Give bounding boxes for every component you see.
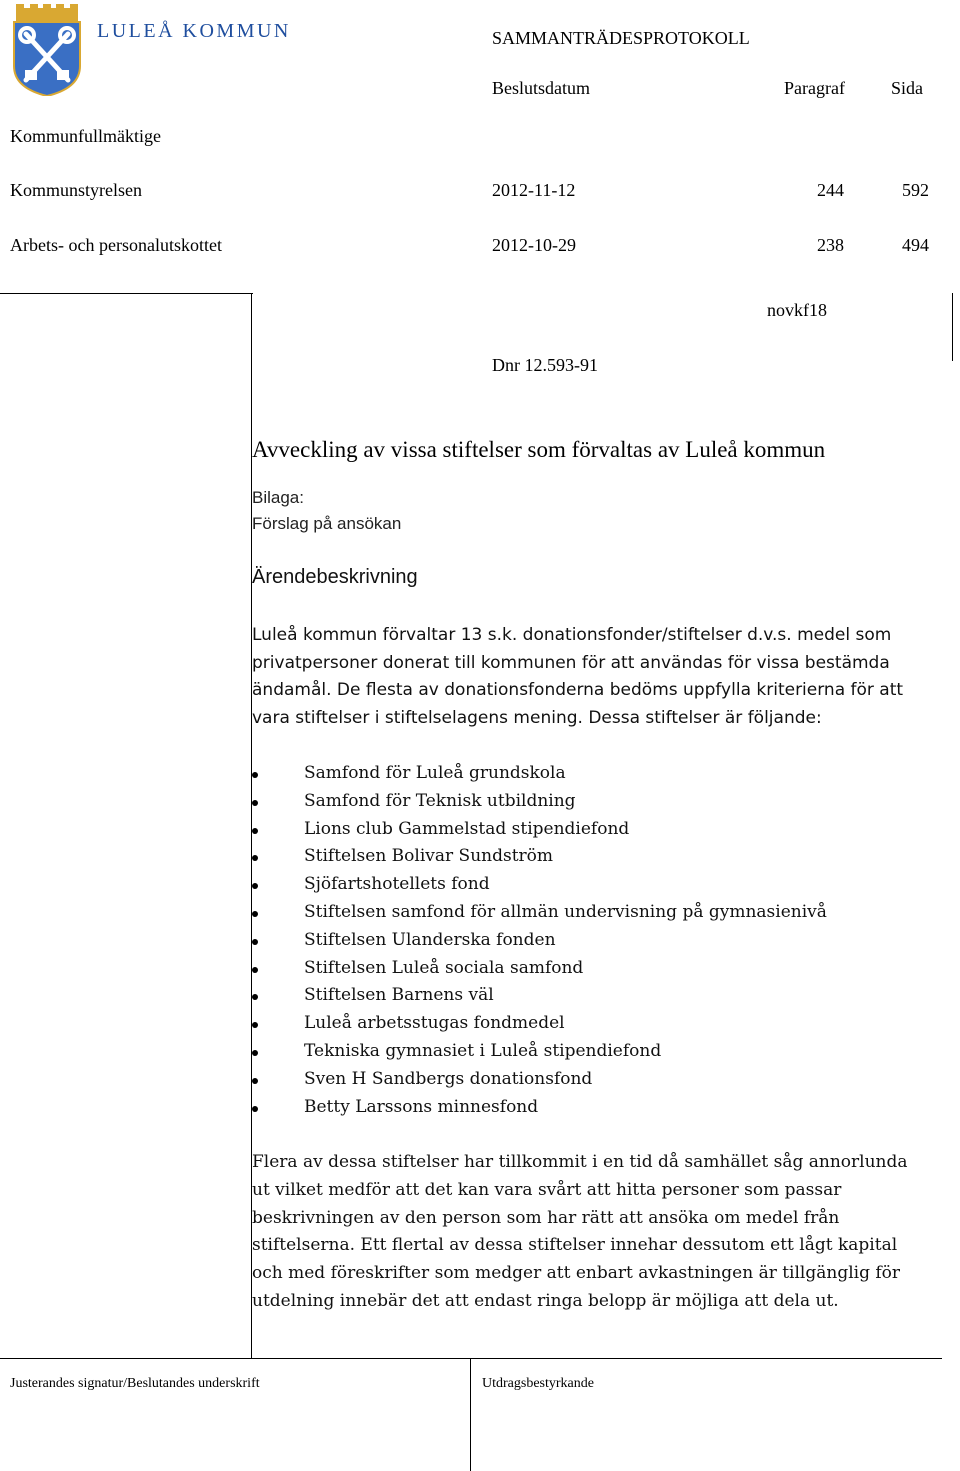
body-name: Kommunstyrelsen [10, 180, 142, 200]
list-item [252, 816, 942, 844]
bullet-icon [252, 1022, 258, 1028]
attachment-name: Förslag på ansökan [252, 514, 402, 533]
paragraph-line: stiftelserna. Ett flertal av dessa stiftelser innehar dessutom ett lågt kapital [252, 1235, 898, 1256]
page-number: 494 [902, 235, 929, 255]
list-item-text: Stiftelsen samfond för allmän undervisning på gymnasienivå [304, 901, 827, 922]
closing-paragraph [252, 1149, 942, 1316]
list-item [252, 955, 942, 983]
list-item [252, 1010, 942, 1038]
bullet-icon [252, 1106, 258, 1112]
coat-of-arms-icon [10, 4, 84, 96]
column-header-date: Beslutsdatum [492, 78, 590, 98]
body-name: Kommunfullmäktige [10, 126, 161, 146]
paragraph-line: utdelning innebär det att endast ringa belopp är möjliga att dela ut. [252, 1290, 839, 1311]
divider-line [0, 293, 253, 294]
list-item [252, 1094, 942, 1122]
bullet-icon [252, 911, 258, 917]
document-type: SAMMANTRÄDESPROTOKOLL [492, 28, 750, 48]
list-item [252, 760, 942, 788]
list-item [252, 982, 942, 1010]
list-item-text: Sven H Sandbergs donationsfond [304, 1068, 593, 1089]
list-item-text: Samfond för Luleå grundskola [304, 763, 566, 783]
paragraph-line: vara stiftelser i stiftelselagens mening. Dessa stiftelser är följande: [252, 707, 822, 728]
case-number: Dnr 12.593-91 [492, 355, 598, 375]
paragraph-number: 238 [817, 235, 844, 255]
intro-paragraph [252, 622, 942, 732]
bullet-icon [252, 772, 258, 778]
paragraph-line: ändamål. De flesta av donationsfonderna bedöms uppfylla kriterierna för att [252, 680, 904, 701]
list-item-text: Stiftelsen Bolivar Sundström [304, 846, 554, 867]
decision-date: 2012-11-12 [492, 180, 576, 200]
list-item-text: Stiftelsen Barnens väl [304, 985, 494, 1006]
list-item-text: Sjöfartshotellets fond [304, 874, 490, 895]
bullet-icon [252, 855, 258, 861]
bullet-icon [252, 967, 258, 973]
bullet-icon [252, 1078, 258, 1084]
list-item-text: Stiftelsen Luleå sociala samfond [304, 957, 584, 978]
list-item-text: Lions club Gammelstad stipendiefond [304, 818, 630, 839]
list-item-text: Stiftelsen Ulanderska fonden [304, 929, 556, 950]
reference-code: novkf18 [767, 300, 827, 320]
page-number: 592 [902, 180, 929, 200]
bullet-icon [252, 800, 258, 806]
paragraph-line: Flera av dessa stiftelser har tillkommit i en tid då samhället såg annorlunda [252, 1152, 908, 1172]
list-item [252, 843, 942, 871]
extract-certification-label: Utdragsbestyrkande [482, 1376, 594, 1391]
column-header-paragraph: Paragraf [784, 78, 845, 98]
list-item [252, 871, 942, 899]
list-item-text: Tekniska gymnasiet i Luleå stipendiefond [304, 1040, 662, 1061]
footer-column-divider [470, 1358, 471, 1471]
fund-list [252, 760, 942, 1121]
list-item [252, 899, 942, 927]
list-item [252, 788, 942, 816]
bullet-icon [252, 994, 258, 1000]
paragraph-number: 244 [817, 180, 844, 200]
bullet-icon [252, 1050, 258, 1056]
margin-line [952, 293, 953, 361]
bullet-icon [252, 828, 258, 834]
list-item-text: Betty Larssons minnesfond [304, 1096, 539, 1117]
footer-divider [0, 1358, 942, 1359]
list-item-text: Samfond för Teknisk utbildning [304, 790, 576, 811]
bullet-icon [252, 939, 258, 945]
paragraph-line: ut vilket medför att det kan vara svårt att hitta personer som passar [252, 1179, 842, 1200]
column-header-page: Sida [891, 78, 924, 98]
list-item [252, 1066, 942, 1094]
decision-date: 2012-10-29 [492, 235, 576, 255]
signature-label: Justerandes signatur/Beslutandes underskrift [10, 1376, 260, 1391]
attachment-label: Bilaga: [252, 488, 304, 507]
bullet-icon [252, 883, 258, 889]
body-name: Arbets- och personalutskottet [10, 235, 222, 255]
paragraph-line: och med föreskrifter som medger att enbart avkastningen är tillgänglig för [252, 1263, 901, 1284]
list-item [252, 927, 942, 955]
paragraph-line: beskrivningen av den person som har rätt att ansöka om medel från [252, 1207, 840, 1228]
municipality-name: LULEÅ KOMMUN [97, 20, 291, 42]
list-item [252, 1038, 942, 1066]
section-heading: Ärendebeskrivning [252, 566, 418, 588]
paragraph-line: Luleå kommun förvaltar 13 s.k. donationsfonder/stiftelser d.v.s. medel som [252, 625, 892, 645]
paragraph-line: privatpersoner donerat till kommunen för att användas för vissa bestämda [252, 652, 890, 673]
list-item-text: Luleå arbetsstugas fondmedel [304, 1013, 565, 1034]
page-title: Avveckling av vissa stiftelser som förvaltas av Luleå kommun [252, 437, 826, 462]
